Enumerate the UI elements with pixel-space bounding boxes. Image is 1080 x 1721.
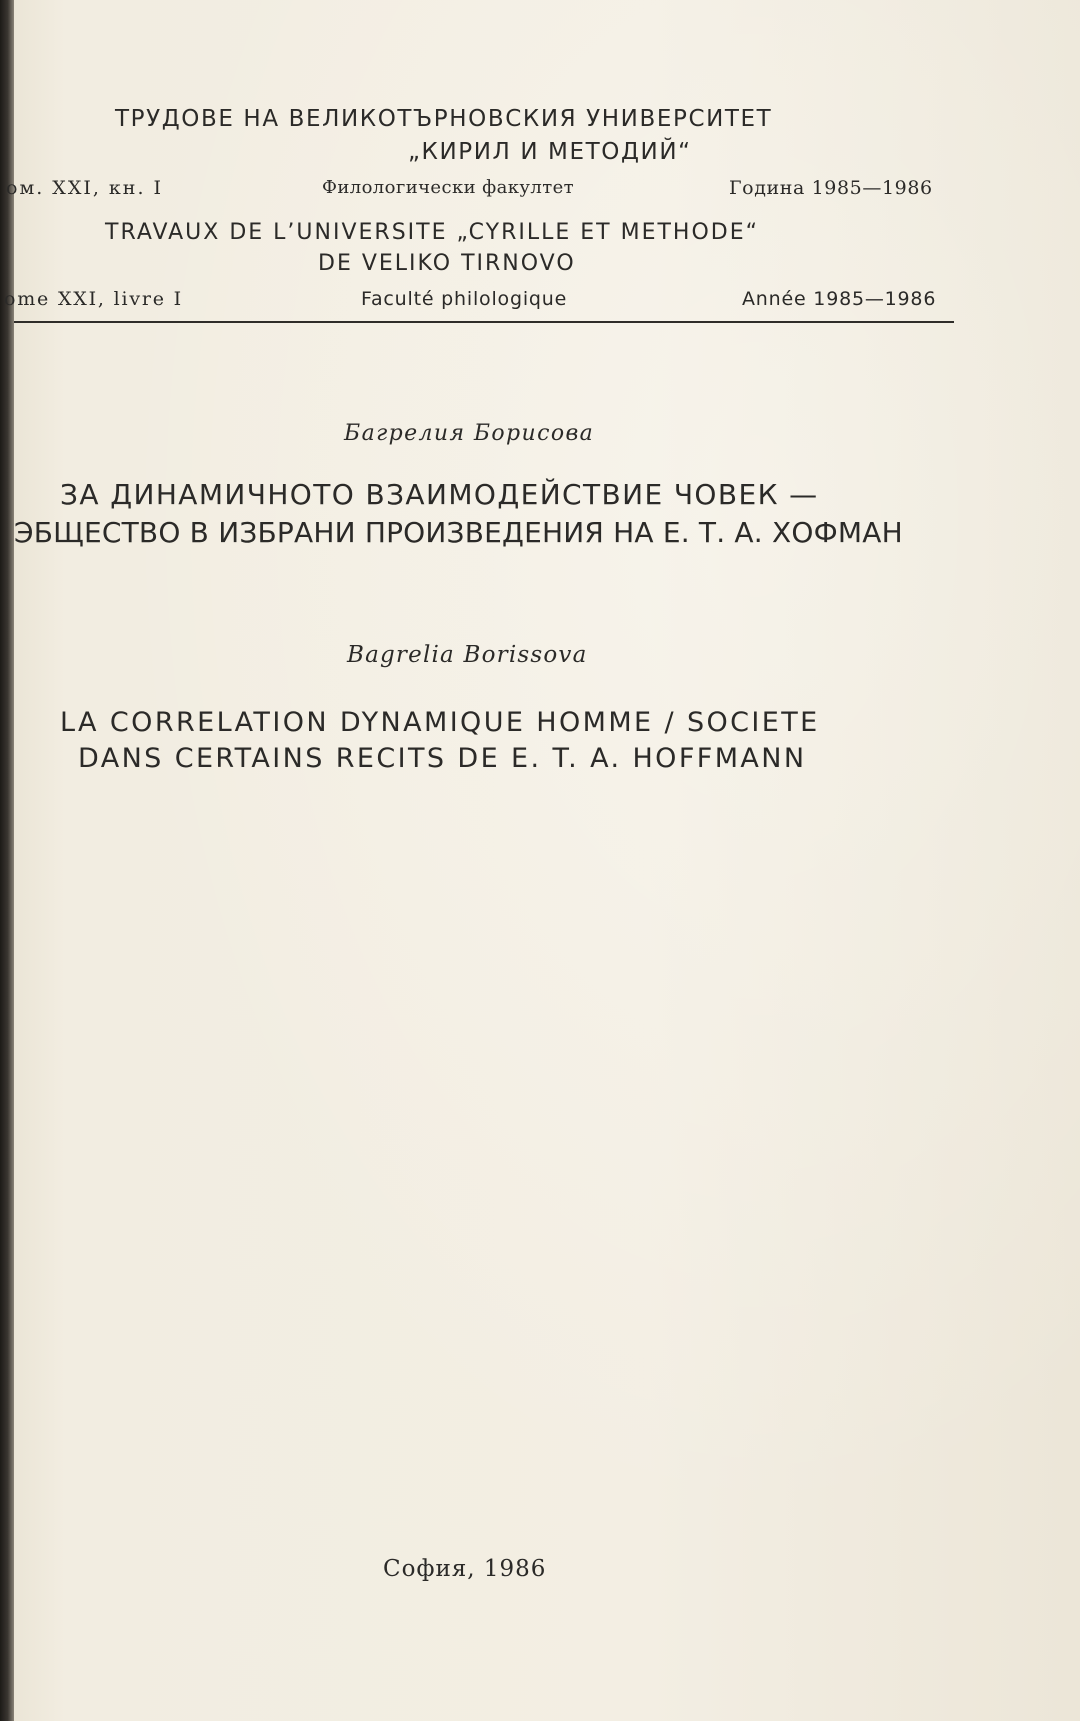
year-bulgarian: Година 1985—1986 [729,177,933,199]
author-bulgarian: Багрелия Борисова [344,421,595,446]
author-french: Bagrelia Borissova [347,642,588,668]
volume-bulgarian: ом. XXI, кн. I [6,177,164,199]
binding-edge [0,0,14,1721]
year-french: Année 1985—1986 [742,288,937,310]
series-title-bulgarian-line-2: „КИРИЛ И МЕТОДИЙ“ [408,139,692,165]
series-title-bulgarian-line-1: ТРУДОВЕ НА ВЕЛИКОТЪРНОВСКИЯ УНИВЕРСИТЕТ [115,106,773,132]
article-title-french-line-1: LA CORRELATION DYNAMIQUE HOMME / SOCIETE [60,707,820,738]
faculty-french: Faculté philologique [361,288,568,310]
volume-french: ome XXI, livre I [4,288,183,310]
header-rule [14,321,954,323]
series-title-french-line-1: TRAVAUX DE L’UNIVERSITE „CYRILLE ET METHODE“ [105,220,760,245]
article-title-bulgarian-line-2: ЭБЩЕСТВО В ИЗБРАНИ ПРОИЗВЕДЕНИЯ НА Е. Т. А. ХОФМАН [14,516,903,549]
imprint-place-year: София, 1986 [383,1556,547,1582]
article-title-bulgarian-line-1: ЗА ДИНАМИЧНОТО ВЗАИМОДЕЙСТВИЕ ЧОВЕК — [60,478,819,511]
series-title-french-line-2: DE VELIKO TIRNOVO [318,251,576,276]
article-title-french-line-2: DANS CERTAINS RECITS DE E. T. A. HOFFMANN [78,743,807,774]
bulgarian-volume-row [0,177,960,205]
french-volume-row [0,288,960,316]
faculty-bulgarian: Филологически факултет [322,177,574,198]
